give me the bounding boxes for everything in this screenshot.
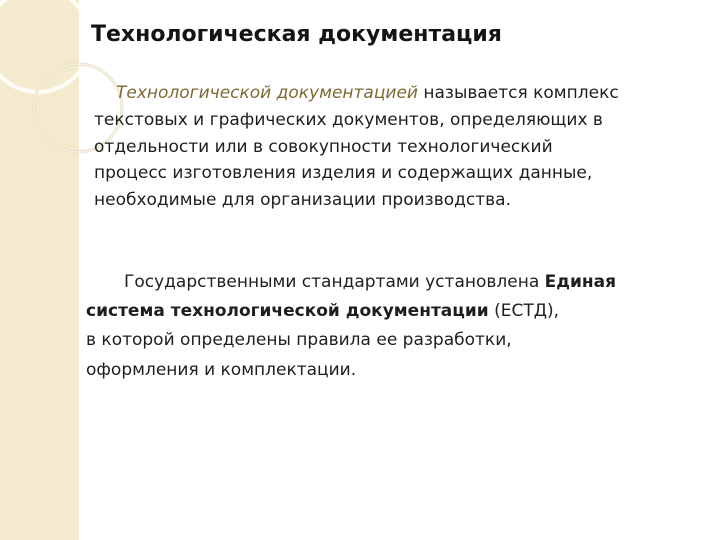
defined-term: Технологической документацией: [116, 83, 418, 103]
standards-line-4: оформления и комплектации.: [86, 359, 357, 380]
definition-line-5: необходимые для организации производства.: [94, 190, 511, 211]
definition-line-2: текстовых и графических документов, определяющих в: [94, 109, 603, 130]
definition-paragraph: [94, 80, 700, 214]
standards-line-1-plain: Государственными стандартами установлена: [124, 272, 545, 292]
definition-line-1-rest: называется комплекс: [417, 83, 619, 103]
definition-line-4: процесс изготовления изделия и содержащих данные,: [94, 163, 593, 184]
standards-line-2-bold: система технологической документации: [86, 301, 489, 322]
standards-line-2-plain: (ЕСТД),: [488, 301, 560, 322]
standards-paragraph: [86, 268, 706, 385]
definition-line-3: отдельности или в совокупности технологический: [94, 136, 553, 157]
definition-line-1: [94, 80, 700, 107]
standards-line-3: в которой определены правила ее разработки,: [86, 330, 512, 351]
standards-line-1: [86, 268, 706, 297]
standards-line-2: [86, 297, 706, 326]
standards-line-1-bold: Единая: [544, 272, 617, 292]
page-title: Технологическая документация: [91, 22, 502, 47]
